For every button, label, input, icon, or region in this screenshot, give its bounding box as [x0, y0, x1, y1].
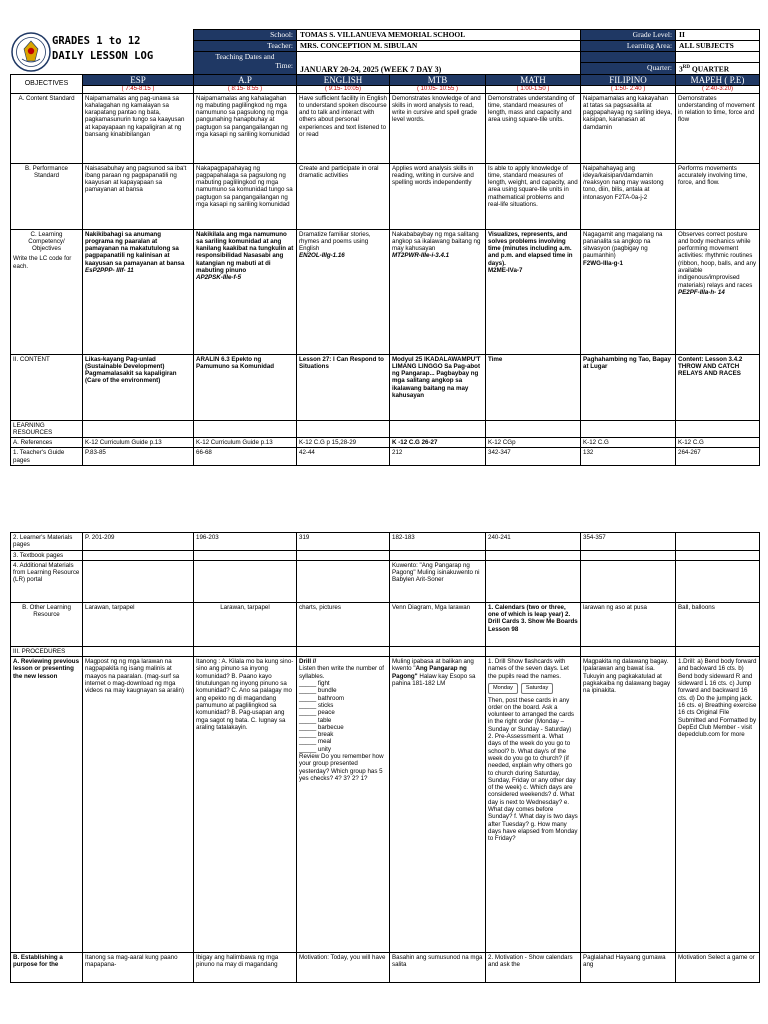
- time-filipino: ( 1:50- 2:40 ): [581, 85, 676, 93]
- english-word-list: [299, 680, 387, 753]
- flashcard-monday: Monday: [488, 683, 518, 694]
- performance-standard-mtb: Applies word analysis skills in reading, writing in cursive and spelling words independently: [390, 163, 486, 229]
- content-standard-math: Demonstrates understanding of time, standard measures of length, mass and capacity and area using square-tile units.: [486, 93, 581, 163]
- content-filipino: Paghahambing ng Tao, Bagay at Lugar: [581, 354, 676, 420]
- performance-standard-english: Create and participate in oral dramatic activities: [297, 163, 390, 229]
- content-mtb: Modyul 25 IKADALAWAMPU'T LIMANG LINGGO Sa Pag-abot ng Pangarap... Pagbaybay ng mga salitang angkop sa ikalawang baitang na may kahusayan: [390, 354, 486, 420]
- reviewing-english: [297, 657, 390, 953]
- list-item: _____ table: [299, 716, 332, 724]
- quarter-value: [676, 63, 760, 75]
- content-mapeh: Content: Lesson 3.4.2 THROW AND CATCH RELAYS AND RACES: [676, 354, 760, 420]
- title-cell: [83, 30, 194, 75]
- establishing-ap: Ibigay ang halimbawa ng mga pinuno na may di magandang: [194, 953, 297, 983]
- title-line-1: GRADES 1 to 12: [52, 35, 141, 47]
- establishing-esp: Itanong sa mag-aaral kung paano mapapana-: [83, 953, 194, 983]
- row-label-learning-resources: LEARNING RESOURCES: [11, 420, 83, 438]
- row-label-procedures: III. PROCEDURES: [11, 646, 83, 656]
- competency-mapeh-code: PE2PF-IIIa-h- 14: [678, 288, 725, 296]
- reviewing-math: [486, 657, 581, 953]
- teaching-dates-label-line1: Teaching Dates and: [215, 52, 275, 61]
- performance-standard-ap: Nakapagpapahayag ng pagpapahalaga sa pagsulong ng mabuting paglilingkod ng mga namumuno sa komunidad tungo sa pagtugon sa pangangailangan ng mga kasapi ng sariling komunidad: [194, 163, 297, 229]
- learners-materials-mtb: 182-183: [390, 533, 486, 551]
- teacher-value: MRS. CONCEPTION M. SIBULAN: [297, 41, 581, 52]
- performance-standard-mapeh: Performs movements accurately involving time, force, and flow.: [676, 163, 760, 229]
- grade-level-value: II: [676, 30, 760, 41]
- reviewing-esp: Magpost ng ng mga larawan na nagpapakita ng isang malinis at maayos na paaralan. (mag-surf sa internet o mag-download ng mga videos na may kaugnayan sa aralin): [83, 657, 194, 953]
- content-english: Lesson 27: I Can Respond to Situations: [297, 354, 390, 420]
- references-mapeh: K-12 C.G: [676, 438, 760, 448]
- empty-cell: [194, 560, 297, 602]
- row-label-performance-standard: B. Performance Standard: [11, 163, 83, 229]
- table-row: [11, 646, 760, 656]
- empty-cell: [83, 550, 194, 560]
- empty-cell: [194, 550, 297, 560]
- performance-standard-esp: Naisasabuhay ang pagsunod sa iba't ibang paraan ng pagpapanatili ng kaayusan at kapayapaan sa pamayanan at bansa: [83, 163, 194, 229]
- teachers-guide-esp: P.83-85: [83, 448, 194, 466]
- empty-cell: [83, 646, 194, 656]
- empty-cell: [581, 646, 676, 656]
- learners-materials-mapeh: [676, 533, 760, 551]
- list-item: _____ meal: [299, 738, 332, 746]
- list-item: _____ barbecue: [299, 723, 344, 731]
- table-row: [11, 93, 760, 163]
- empty-cell: [297, 550, 390, 560]
- competency-mapeh: [676, 229, 760, 354]
- content-standard-filipino: Naipamamalas ang kakayahan at tatas sa pagsasalita at pagpapahayag ng sariling ideya, kaisipan, karanasan at damdamin: [581, 93, 676, 163]
- quarter-superscript: RD: [682, 65, 691, 70]
- list-item: _____ fight: [299, 680, 330, 688]
- mtb-review-post: Halaw kay Esopo sa pahina 181-182 LM: [392, 672, 476, 688]
- empty-cell: [486, 420, 581, 438]
- table-row: [11, 448, 760, 466]
- subject-ap: A.P: [194, 74, 297, 85]
- empty-cell: [676, 420, 760, 438]
- empty-cell: [581, 550, 676, 560]
- competency-english-text: Dramatize familiar stories, rhymes and poems using English: [299, 230, 371, 253]
- references-english: K-12 C.G p 15,28-29: [297, 438, 390, 448]
- row-label-reviewing: A. Reviewing previous lesson or presenting the new lesson: [11, 657, 83, 953]
- school-value: TOMAS S. VILLANUEVA MEMORIAL SCHOOL: [297, 30, 581, 41]
- english-review-text: Review Do you remember how your group presented yesterday? Which group has 5 yes checks? 4? 3? 2? 1?: [299, 753, 384, 782]
- learners-materials-english: 319: [297, 533, 390, 551]
- learners-materials-esp: P. 201-209: [83, 533, 194, 551]
- competency-filipino-code: F2WG-IIIa-g-1: [583, 259, 623, 267]
- lesson-log-table-bottom: [10, 532, 760, 983]
- list-item: _____ bathroom: [299, 694, 345, 702]
- empty-cell: [486, 560, 581, 602]
- content-esp: Likas-kayang Pag-unlad (Sustainable Development) Pagmamalasakit sa kapaligiran (Care of the environment): [83, 354, 194, 420]
- quarter-label: Quarter:: [581, 63, 676, 75]
- competency-math: [486, 229, 581, 354]
- subject-mapeh: MAPEH ( P.E): [676, 74, 760, 85]
- list-item: _____ sticks: [299, 701, 334, 709]
- quarter-word: QUARTER: [691, 64, 730, 74]
- content-math: Time: [486, 354, 581, 420]
- math-drill-text: 1. Drill Show flashcards with names of the seven days. Let the pupils read the names.: [488, 658, 569, 680]
- teachers-guide-filipino: 132: [581, 448, 676, 466]
- page-2: [10, 532, 759, 983]
- table-row: [11, 657, 760, 953]
- learners-materials-ap: 196-203: [194, 533, 297, 551]
- competency-ap: [194, 229, 297, 354]
- teachers-guide-mapeh: 264-267: [676, 448, 760, 466]
- empty-cell: [486, 550, 581, 560]
- empty-cell: [194, 646, 297, 656]
- learning-area-label: Learning Area:: [581, 41, 676, 52]
- row-label-teachers-guide: 1. Teacher's Guide pages: [11, 448, 83, 466]
- competency-filipino: [581, 229, 676, 354]
- empty-cell: [297, 646, 390, 656]
- competency-ap-code: AP2PSK-IIIe-f-5: [196, 274, 242, 282]
- subject-english: ENGLISH: [297, 74, 390, 85]
- establishing-mapeh: Motivation Select a game or: [676, 953, 760, 983]
- competency-mtb-code: MT2PWR-IIIe-i-3.4.1: [392, 252, 450, 260]
- time-english: ( 9:15- 10:05): [297, 85, 390, 93]
- performance-standard-filipino: Naipahahayag ang ideya/kaisipan/damdamin /reaksyon nang may wastong tono, diin, bilis, antala at intonasyon F2TA-0a-j-2: [581, 163, 676, 229]
- empty-cell: [676, 646, 760, 656]
- lesson-log-table-top: [10, 29, 760, 466]
- content-standard-esp: Naipamamalas ang pag-unawa sa kahalagahan ng kamalayan sa karapatang pantao ng bata, pagkamasunurin tungo sa kaayusan at kapayapaan ng kapaligiran at ng bansang kinabibilangan: [83, 93, 194, 163]
- content-standard-english: Have sufficient facility in English to understand spoken discourse and to talk and interact with others about personal experiences and text listened to or read: [297, 93, 390, 163]
- table-row: [11, 354, 760, 420]
- logo-cell: [11, 30, 83, 75]
- table-row: [11, 953, 760, 983]
- title-line-2: DAILY LESSON LOG: [52, 50, 154, 62]
- competency-esp: [83, 229, 194, 354]
- subject-esp: ESP: [83, 74, 194, 85]
- subject-math: MATH: [486, 74, 581, 85]
- competency-mtb-text: Nakababaybay ng mga salitang angkop sa ikalawang baitang ng may kahusayan: [392, 230, 481, 253]
- table-row: [11, 438, 760, 448]
- teaching-dates-label-line2: Time:: [275, 61, 293, 70]
- competency-english: [297, 229, 390, 354]
- time-math: ( 1:00-1:50 ): [486, 85, 581, 93]
- establishing-math: 2. Motivation - Show calendars and ask the: [486, 953, 581, 983]
- empty-cell: [581, 560, 676, 602]
- teachers-guide-ap: 66-68: [194, 448, 297, 466]
- learners-materials-filipino: 354-357: [581, 533, 676, 551]
- teacher-label: Teacher:: [194, 41, 297, 52]
- math-preassessment-text: Then, post these cards in any order on the board. Ask a volunteer to arranged the cards in the right order (Monday – Sunday or Sunday - Saturday) 2. Pre-Assessment a. What days of the week do you go to school? b. What day/s of the week do you go to church? (if needed, explain why others go to church during Saturday, Sunday, Friday or any other day of the week) c. Which days are considered weekends? d. What day is next to Wednesday? e. What day comes before Sunday? f. What day is two days after Tuesday? g. How many days have elapsed from Monday to Friday?: [488, 696, 578, 843]
- content-standard-mapeh: Demonstrates understanding of movement in relation to time, force and flow: [676, 93, 760, 163]
- list-item: _____ unity: [299, 745, 331, 753]
- competency-mapeh-text: Observes correct posture and body mechanics while performing movement activities: rhythmic routines (ribbon, hoop, balls, and any available indigenous/improvised materials) relays and races: [678, 230, 757, 289]
- empty-cell: [297, 560, 390, 602]
- teachers-guide-mtb: 212: [390, 448, 486, 466]
- list-item: _____ bundle: [299, 687, 337, 695]
- competency-math-code: M2ME-IVa-7: [488, 266, 523, 274]
- row-label-content: II. CONTENT: [11, 354, 83, 420]
- competency-math-text: Visualizes, represents, and solves problems involving time (minutes including a.m. and p.m. and elapsed time in days).: [488, 230, 573, 267]
- other-resources-math: 1. Calendars (two or three, one of which is leap year) 2. Drill Cards 3. Show Me Boards Lesson 98: [486, 602, 581, 646]
- other-resources-ap: Larawan, tarpapel: [194, 602, 297, 646]
- table-row: [11, 420, 760, 438]
- content-standard-mtb: Demonstrates knowledge of and skills in word analysis to read, write in cursive and spell grade level words.: [390, 93, 486, 163]
- list-item: _____ break: [299, 731, 334, 739]
- table-row: [11, 550, 760, 560]
- row-label-learners-materials: 2. Learner's Materials pages: [11, 533, 83, 551]
- empty-cell: [486, 646, 581, 656]
- table-row: [11, 533, 760, 551]
- other-resources-esp: Larawan, tarpapel: [83, 602, 194, 646]
- reviewing-ap: Itanong : A. Kilala mo ba kung sino-sino ang pinuno sa inyong komunidad? B. Paano kayo tinutulungan ng inyong pinuno sa komunidad? C. Ano sa palagay mo ang epekto ng di magandang pamumuno at paglilingkod sa komunidad? B. Pag-usapan ang mga sagot ng bata. C. Iugnay sa araling tatalakayin.: [194, 657, 297, 953]
- row-label-other-resources: B. Other Learning Resource: [11, 602, 83, 646]
- competency-label: C. Learning Competency/ Objectives: [28, 230, 65, 253]
- teaching-dates-label: [194, 52, 297, 75]
- empty-cell: [194, 420, 297, 438]
- header-spacer-right: [676, 52, 760, 63]
- row-label-references: A. References: [11, 438, 83, 448]
- references-mtb: K -12 C.G 26-27: [390, 438, 486, 448]
- establishing-english: Motivation: Today, you will have: [297, 953, 390, 983]
- mtb-review-pre: Muling ipabasa at balikan ang kwento ": [392, 658, 474, 673]
- establishing-filipino: Paglalahad Hayaang gumawa ang: [581, 953, 676, 983]
- row-label-competency: [11, 229, 83, 354]
- references-ap: K-12 Curriculum Guide p.13: [194, 438, 297, 448]
- empty-cell: [83, 420, 194, 438]
- empty-cell: [83, 560, 194, 602]
- competency-ap-text: Nakikilala ang mga namumuno sa sariling komunidad at ang kanilang kaakibat na tungkulin at responsibilidad Nasasabi ang katangian ng mabuti at di mabuting pinuno: [196, 230, 294, 274]
- time-mapeh: ( 2:40-3:20): [676, 85, 760, 93]
- teaching-dates-value: JANUARY 20-24, 2025 (WEEK 7 DAY 3): [297, 52, 581, 75]
- mtb-review-story-title: Ang Pangarap ng Pagong": [392, 665, 467, 680]
- grade-level-label: Grade Level:: [581, 30, 676, 41]
- row-label-textbook-pages: 3. Textbook pages: [11, 550, 83, 560]
- competency-filipino-text: Nagagamit ang magalang na pananalita sa angkop na sitwasyon (pagbigay ng paumanhin): [583, 230, 663, 260]
- row-label-content-standard: A. Content Standard: [11, 93, 83, 163]
- school-label: School:: [194, 30, 297, 41]
- row-label-establishing-purpose: B. Establishing a purpose for the: [11, 953, 83, 983]
- empty-cell: [390, 550, 486, 560]
- references-filipino: K-12 C.G: [581, 438, 676, 448]
- table-row: [11, 602, 760, 646]
- establishing-mtb: Basahin ang sumusunod na mga salita: [390, 953, 486, 983]
- day-flashcards: [488, 682, 578, 695]
- quarter-number: 3: [679, 64, 683, 74]
- teachers-guide-math: 342-347: [486, 448, 581, 466]
- empty-cell: [581, 420, 676, 438]
- competency-english-code: EN2OL-IIIg-1.16: [299, 252, 345, 260]
- empty-cell: [390, 420, 486, 438]
- english-drill-label: Drill //: [299, 658, 317, 666]
- time-ap: ( 8:15- 8:55 ): [194, 85, 297, 93]
- other-resources-mapeh: Ball, balloons: [676, 602, 760, 646]
- other-resources-english: charts, pictures: [297, 602, 390, 646]
- header-spacer-left: [581, 52, 676, 63]
- references-esp: K-12 Curriculum Guide p.13: [83, 438, 194, 448]
- content-ap: ARALIN 6.3 Epekto ng Pamumuno sa Komunidad: [194, 354, 297, 420]
- page-1: [10, 29, 759, 466]
- flashcard-saturday: Saturday: [521, 683, 553, 694]
- table-row: [11, 229, 760, 354]
- other-resources-filipino: larawan ng aso at pusa: [581, 602, 676, 646]
- reviewing-filipino: Magpakita ng dalawang bagay. Ipalarawan ang bawat isa. Tukuyin ang pagkakatulad at pagkakaiba ng dalawang bagay na ipinakita.: [581, 657, 676, 953]
- content-standard-ap: Naipamamalas ang kahalagahan ng mabuting paglilingkod ng mga namumuno sa pagsulong ng mga pangunahing hanapbuhay at pagtugon sa pangangailangan ng mga kasapi ng sariling komunidad: [194, 93, 297, 163]
- objectives-header: OBJECTIVES: [11, 74, 83, 93]
- reviewing-mtb: [390, 657, 486, 953]
- empty-cell: [390, 646, 486, 656]
- english-drill-instruction: Listen then write the number of syllables.: [299, 665, 384, 680]
- table-row: [11, 560, 760, 602]
- learners-materials-math: 240-241: [486, 533, 581, 551]
- empty-cell: [676, 550, 760, 560]
- subject-filipino: FILIPINO: [581, 74, 676, 85]
- subject-mtb: MTB: [390, 74, 486, 85]
- reviewing-mapeh: 1.Drill: a) Bend body forward and backward 16 cts. b) Bend body sideward R and sideward L 16 cts. c) Jump forward and backward 16 cts. d) Do the jumping jack. 16 cts. e) Breathing exercise 16 cts Original File Submitted and Formatted by DepEd Club Member - visit depedclub.com for more: [676, 657, 760, 953]
- competency-note: Write the LC code for each.: [13, 255, 72, 270]
- competency-mtb: [390, 229, 486, 354]
- additional-materials-mtb: Kuwento: "Ang Pangarap ng Pagong" Muling isinakuwento ni Babylen Arit-Soner: [390, 560, 486, 602]
- performance-standard-math: Is able to apply knowledge of time, standard measures of length, weight, and capacity, and area using square-tile units in mathematical problems and real-life situations.: [486, 163, 581, 229]
- competency-esp-code: EsP2PPP- IIIf- 11: [85, 266, 134, 274]
- empty-cell: [676, 560, 760, 602]
- competency-esp-text: Nakikibahagi sa anumang programa ng paaralan at pamayanan na makatutulong sa pagpapanatili ng kalinisan at kaayusan sa pamayanan at bansa: [85, 230, 185, 267]
- references-math: K-12 CGp: [486, 438, 581, 448]
- other-resources-mtb: Venn Diagram, Mga larawan: [390, 602, 486, 646]
- time-esp: ( 7:45-8:15 ): [83, 85, 194, 93]
- table-row: [11, 163, 760, 229]
- row-label-additional-materials: 4. Additional Materials from Learning Resource (LR) portal: [11, 560, 83, 602]
- teachers-guide-english: 42-44: [297, 448, 390, 466]
- empty-cell: [297, 420, 390, 438]
- time-mtb: ( 10:05- 10:55 ): [390, 85, 486, 93]
- list-item: _____ peace: [299, 709, 335, 717]
- learning-area-value: ALL SUBJECTS: [676, 41, 760, 52]
